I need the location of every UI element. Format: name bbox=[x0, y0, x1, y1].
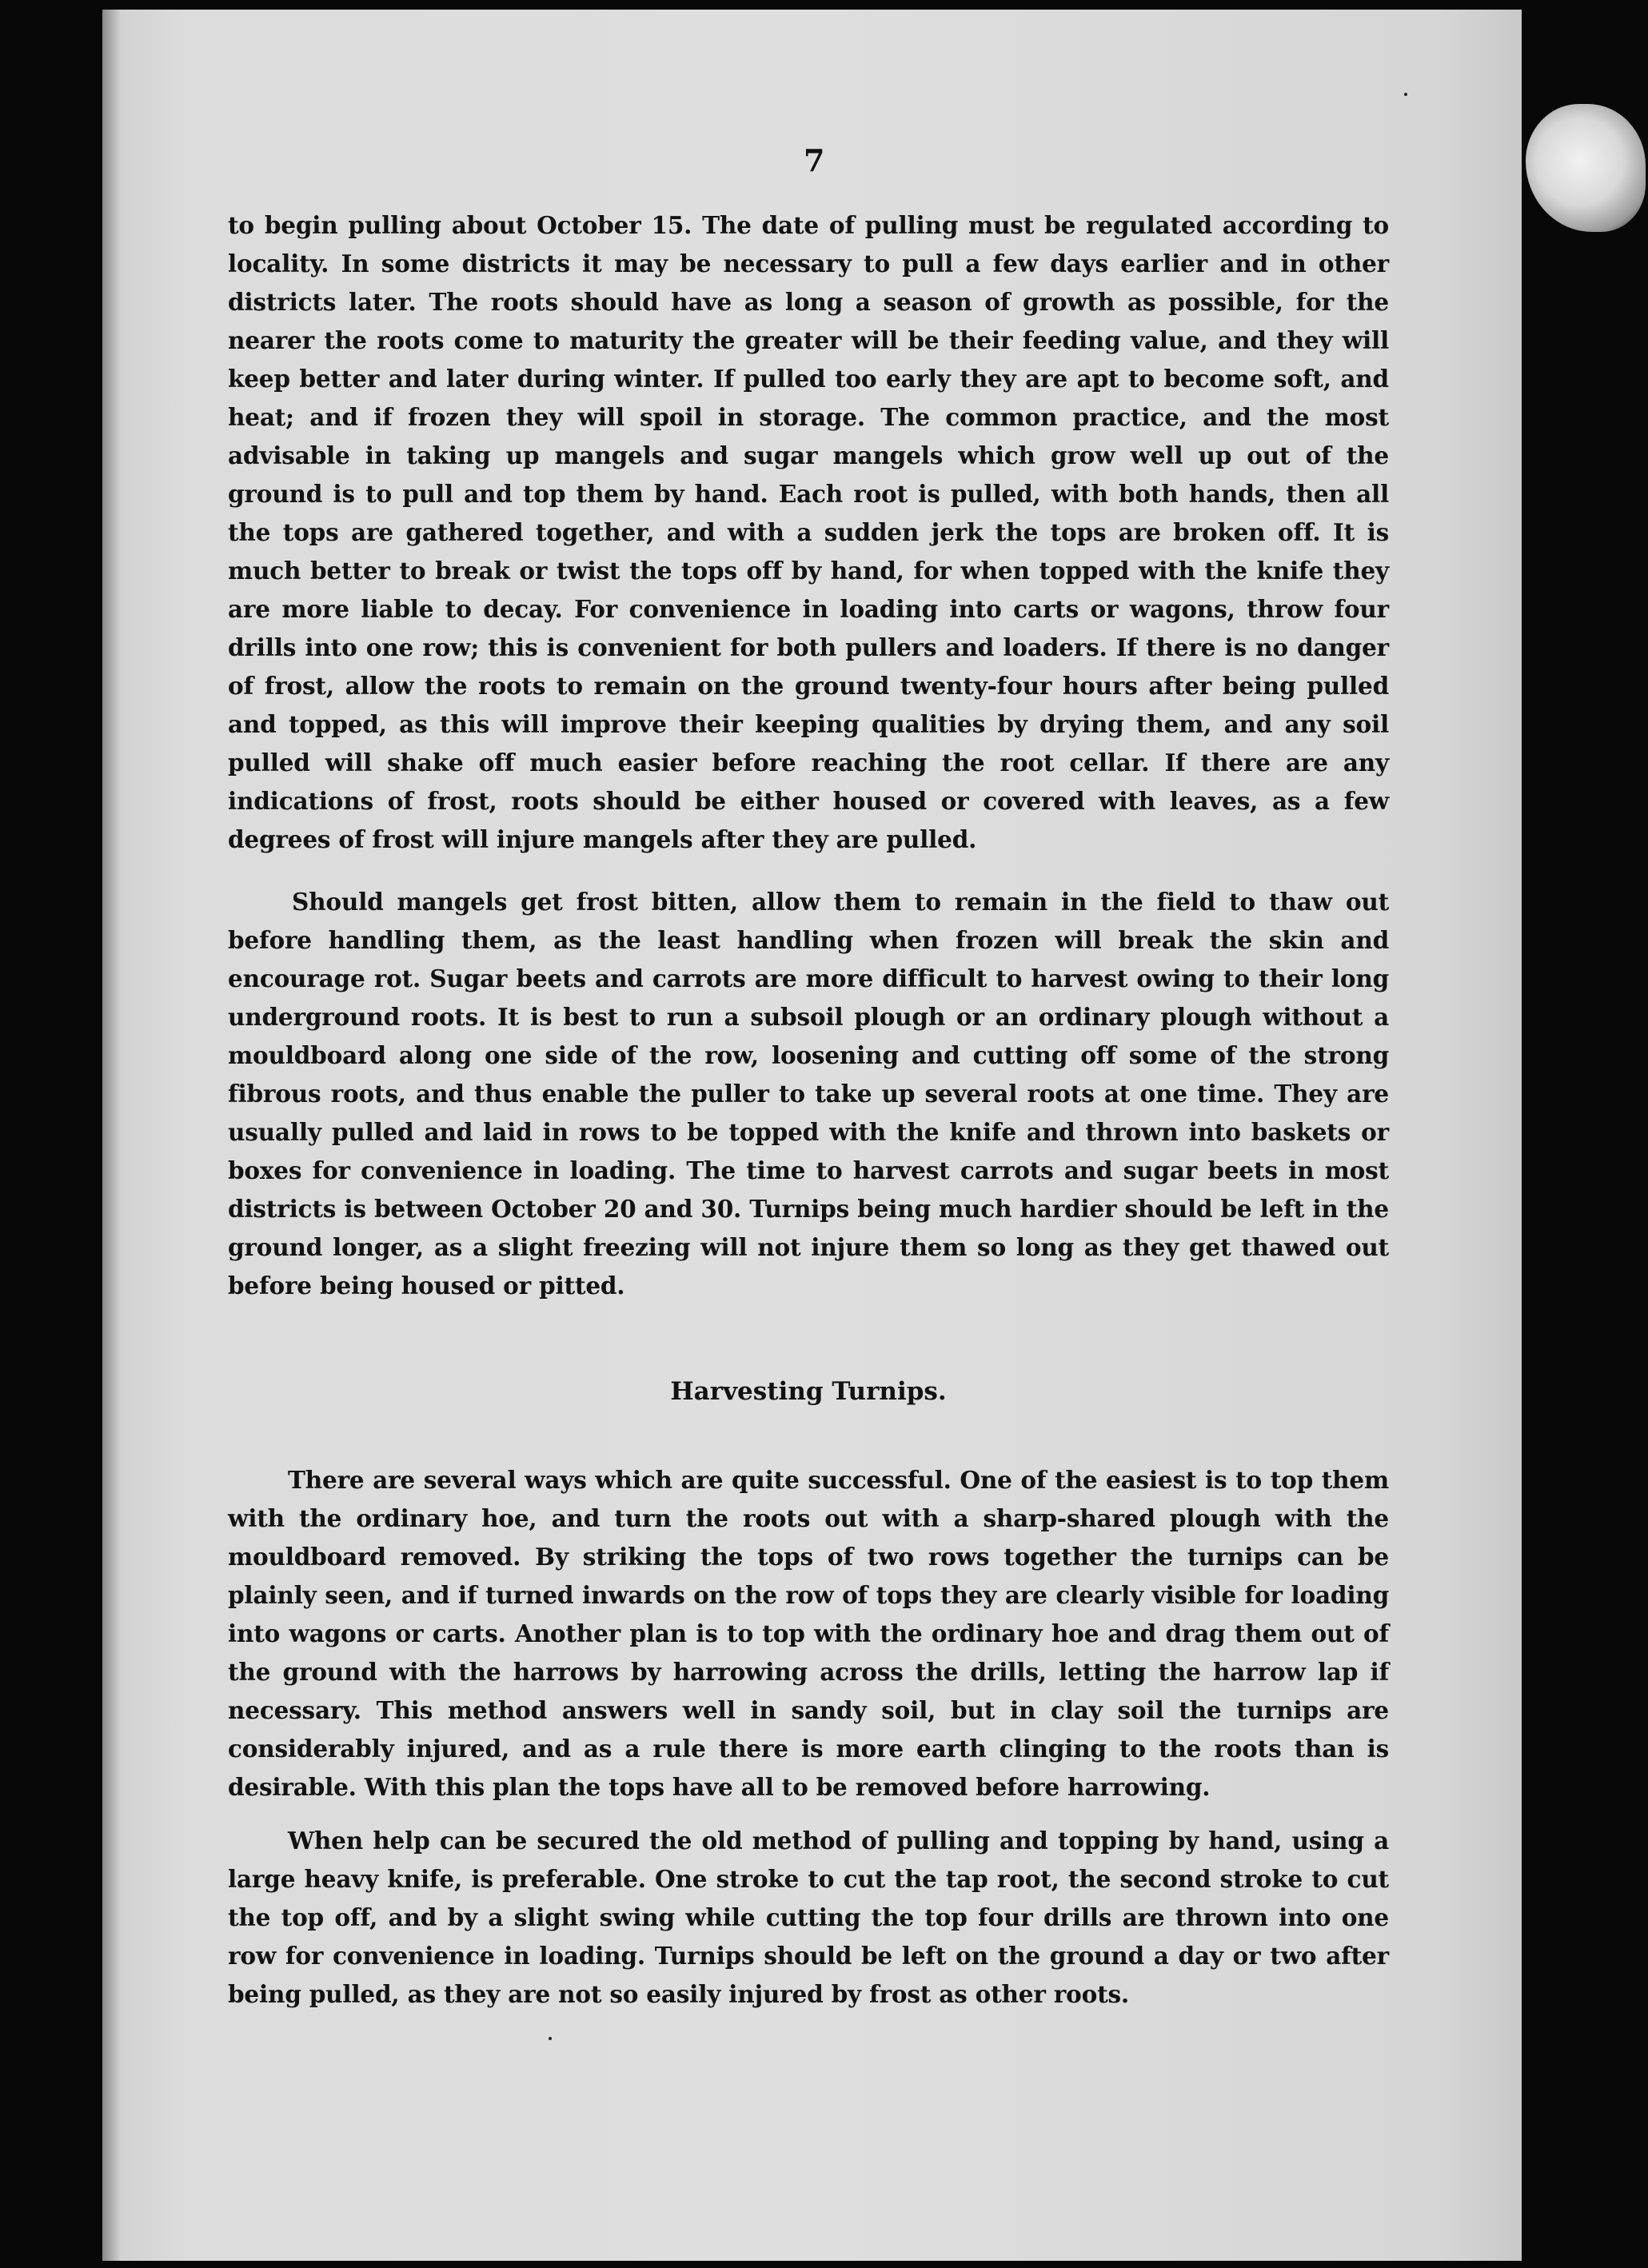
body-paragraph-2 bbox=[228, 883, 1389, 1305]
page-binding-shadow bbox=[102, 10, 120, 2261]
speck bbox=[549, 2037, 552, 2040]
speck bbox=[1404, 93, 1407, 96]
paragraph-text: Should mangels get frost bitten, allow them to remain in the field to thaw out before handling them, as the least handling when frozen will break the skin and encourage rot. Sugar beets and carrots are more difficult to harvest owing to their long underground roots. It is best to run a subsoil plough or an ordinary plough without a mouldboard along one side of the row, loosening and cutting off some of the strong fibrous roots, and thus enable the puller to take up several roots at one time. They are usually pulled and laid in rows to be topped with the knife and thrown into baskets or boxes for convenience in loading. The time to harvest carrots and sugar beets in most districts is between October 20 and 30. Turnips being much hardier should be left in the ground longer, as a slight freezing will not injure them so long as they get thawed out before being housed or pitted. bbox=[228, 888, 1389, 1300]
paragraph-text: When help can be secured the old method of pulling and topping by hand, using a large heavy knife, is preferable. One stroke to cut the tap root, the second stroke to cut the top off, and by a slight swing while cutting the top four drills are thrown into one row for convenience in loading. Turnips should be left on the ground a day or two after being pulled, as they are not so easily injured by frost as other roots. bbox=[228, 1827, 1389, 2008]
page-number: 7 bbox=[804, 142, 825, 178]
body-paragraph-1 bbox=[228, 206, 1389, 859]
paragraph-text: to begin pulling about October 15. The date of pulling must be regulated according to locality. In some districts it may be necessary to pull a few days earlier and in other districts later. The roots should have as long a season of growth as possible, for the nearer the roots come to maturity the greater will be their feeding value, and they will keep better and later during winter. If pulled too early they are apt to become soft, and heat; and if frozen they will spoil in storage. The common practice, and the most advisable in taking up mangels and sugar mangels which grow well up out of the ground is to pull and top them by hand. Each root is pulled, with both hands, then all the tops are gathered together, and with a sudden jerk the tops are broken off. It is much better to break or twist the tops off by hand, for when topped with the knife they are more liable to decay. For convenience in loading into carts or wagons, throw four drills into one row; this is convenient for both pullers and loaders. If there is no danger of frost, allow the roots to remain on the ground twenty-four hours after being pulled and topped, as this will improve their keeping qualities by drying them, and any soil pulled will shake off much easier before reaching the root cellar. If there are any indications of frost, roots should be either housed or covered with leaves, as a few degrees of frost will injure mangels after they are pulled. bbox=[228, 211, 1389, 853]
section-paragraph-1 bbox=[228, 1461, 1389, 1807]
section-heading: Harvesting Turnips. bbox=[670, 1377, 947, 1406]
section-paragraph-2 bbox=[228, 1822, 1389, 2014]
paragraph-text: There are several ways which are quite successful. One of the easiest is to top them with the ordinary hoe, and turn the roots out with a sharp-shared plough with the mouldboard removed. By striking the tops of two rows together the turnips can be plainly seen, and if turned inwards on the row of tops they are clearly visible for loading into wagons or carts. Another plan is to top with the ordinary hoe and drag them out of the ground with the harrows by harrowing across the drills, letting the harrow lap if necessary. This method answers well in sandy soil, but in clay soil the turnips are considerably injured, and as a rule there is more earth clinging to the roots than is desirable. With this plan the tops have all to be removed before harrowing. bbox=[228, 1466, 1389, 1801]
